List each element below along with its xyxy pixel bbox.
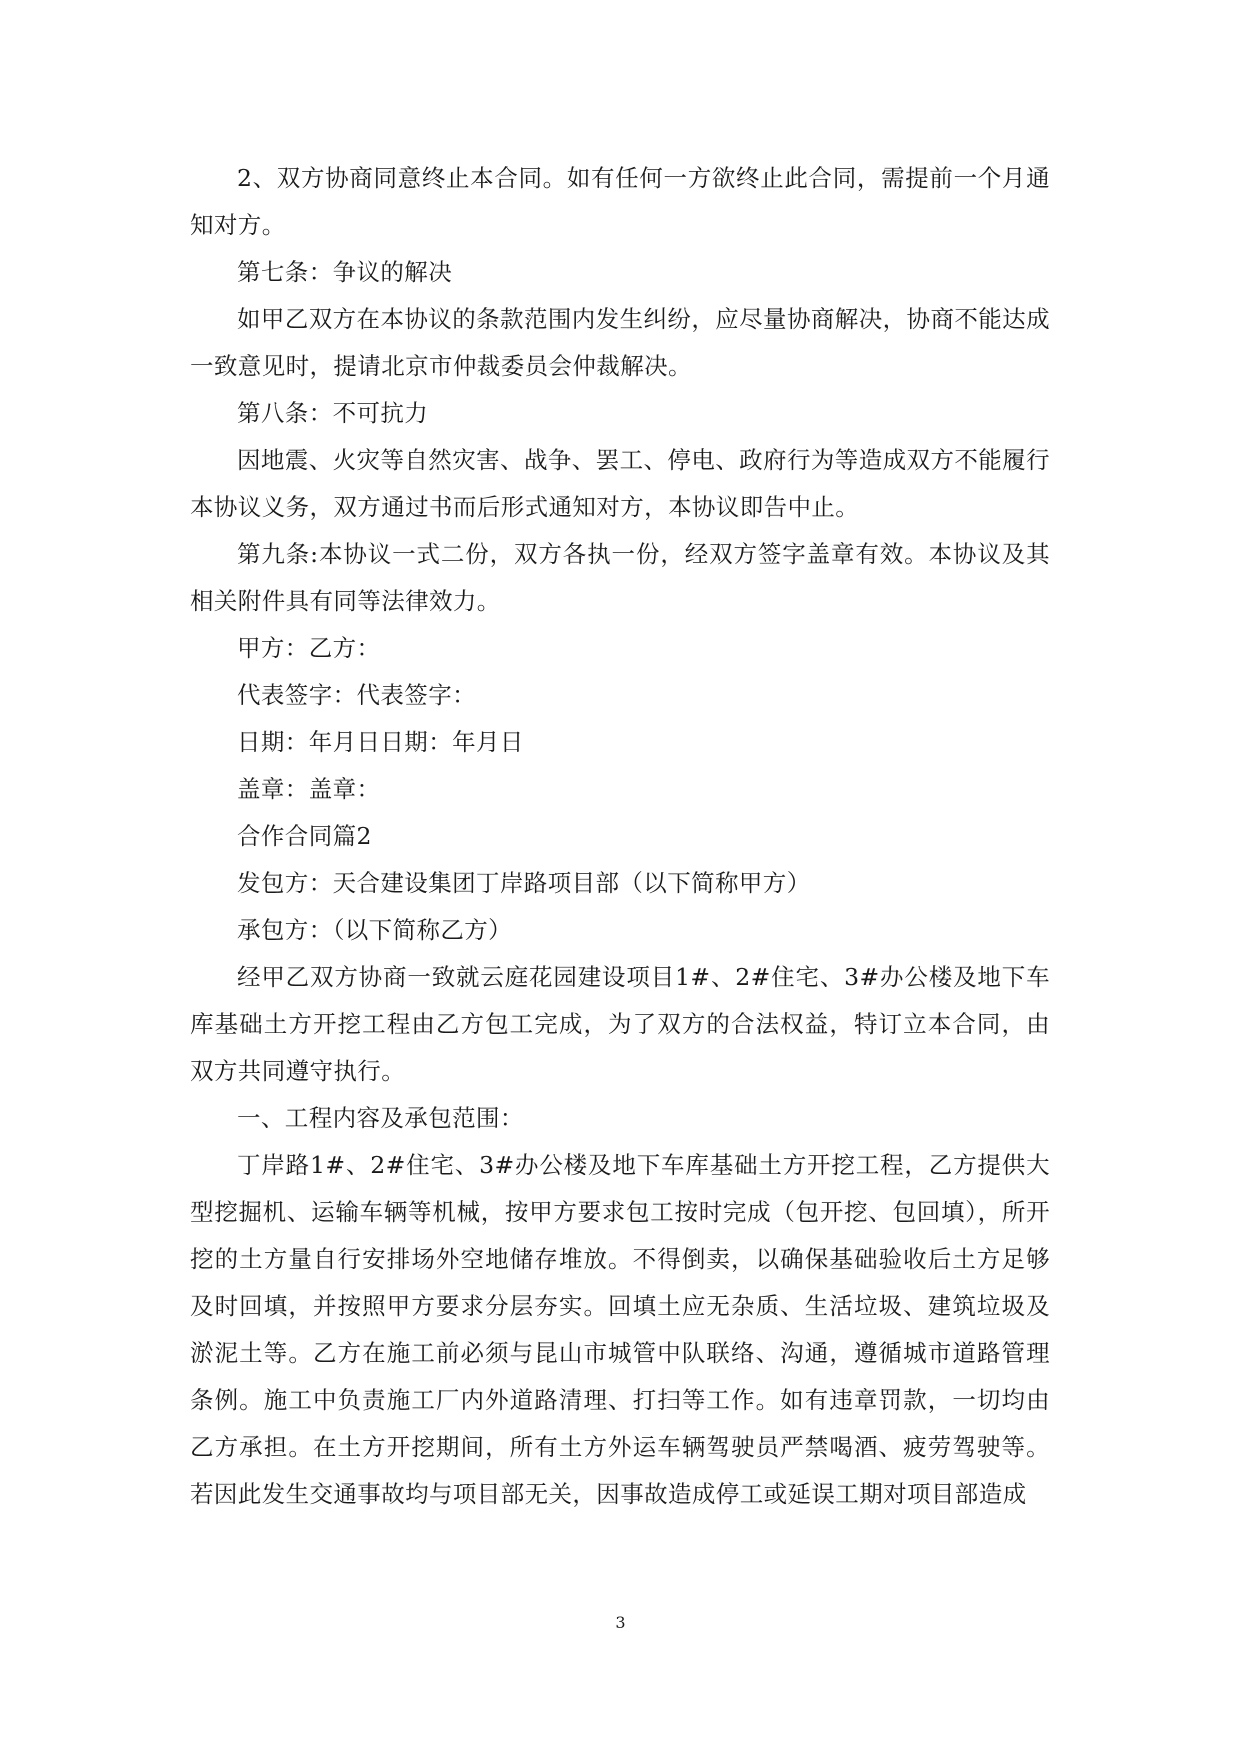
signature-parties: 甲方：乙方： [237,634,381,662]
heading-scope: 一、工程内容及承包范围： [237,1104,524,1132]
paragraph-agreement-intro: 经甲乙双方协商一致就云庭花园建设项目1#、2#住宅、3#办公楼及地下车库基础土方开挖工程由乙方包工完成，为了双方的合法权益，特订立本合同，由双方共同遵守执行。 [190,963,1050,1085]
document-body [190,155,1050,1518]
signature-representatives: 代表签字：代表签字： [237,681,476,709]
signature-dates: 日期：年月日日期：年月日 [237,728,524,756]
signature-seals: 盖章：盖章： [237,775,381,803]
party-employer: 发包方：天合建设集团丁岸路项目部（以下简称甲方） [237,869,811,897]
paragraph-scope-details: 丁岸路1#、2#住宅、3#办公楼及地下车库基础土方开挖工程，乙方提供大型挖掘机、运输车辆等机械，按甲方要求包工按时完成（包开挖、包回填），所开挖的土方量自行安排场外空地储存堆放。不得倒卖，以确保基础验收后土方足够及时回填，并按照甲方要求分层夯实。回填土应无杂质、生活垃圾、建筑垃圾及淤泥土等。乙方在施工前必须与昆山市城管中队联络、沟通，遵循城市道路管理条例。施工中负责施工厂内外道路清理、打扫等工作。如有违章罚款，一切均由乙方承担。在土方开挖期间，所有土方外运车辆驾驶员严禁喝酒、疲劳驾驶等。若因此发生交通事故均与项目部无关，因事故造成停工或延误工期对项目部造成 [190,1151,1050,1508]
page-number: 3 [615,1613,626,1632]
paragraph-article-9: 第九条:本协议一式二份，双方各执一份，经双方签字盖章有效。本协议及其相关附件具有同等法律效力。 [190,540,1050,615]
section-title-contract-2: 合作合同篇2 [237,822,372,850]
heading-article-8: 第八条：不可抗力 [237,399,429,427]
paragraph-termination: 2、双方协商同意终止本合同。如有任何一方欲终止此合同，需提前一个月通知对方。 [190,164,1050,239]
party-contractor: 承包方：（以下简称乙方） [237,916,513,944]
heading-article-7: 第七条：争议的解决 [237,258,453,286]
paragraph-dispute: 如甲乙双方在本协议的条款范围内发生纠纷，应尽量协商解决，协商不能达成一致意见时，提请北京市仲裁委员会仲裁解决。 [190,305,1050,380]
paragraph-force-majeure: 因地震、火灾等自然灾害、战争、罢工、停电、政府行为等造成双方不能履行本协议义务，双方通过书而后形式通知对方，本协议即告中止。 [190,446,1050,521]
